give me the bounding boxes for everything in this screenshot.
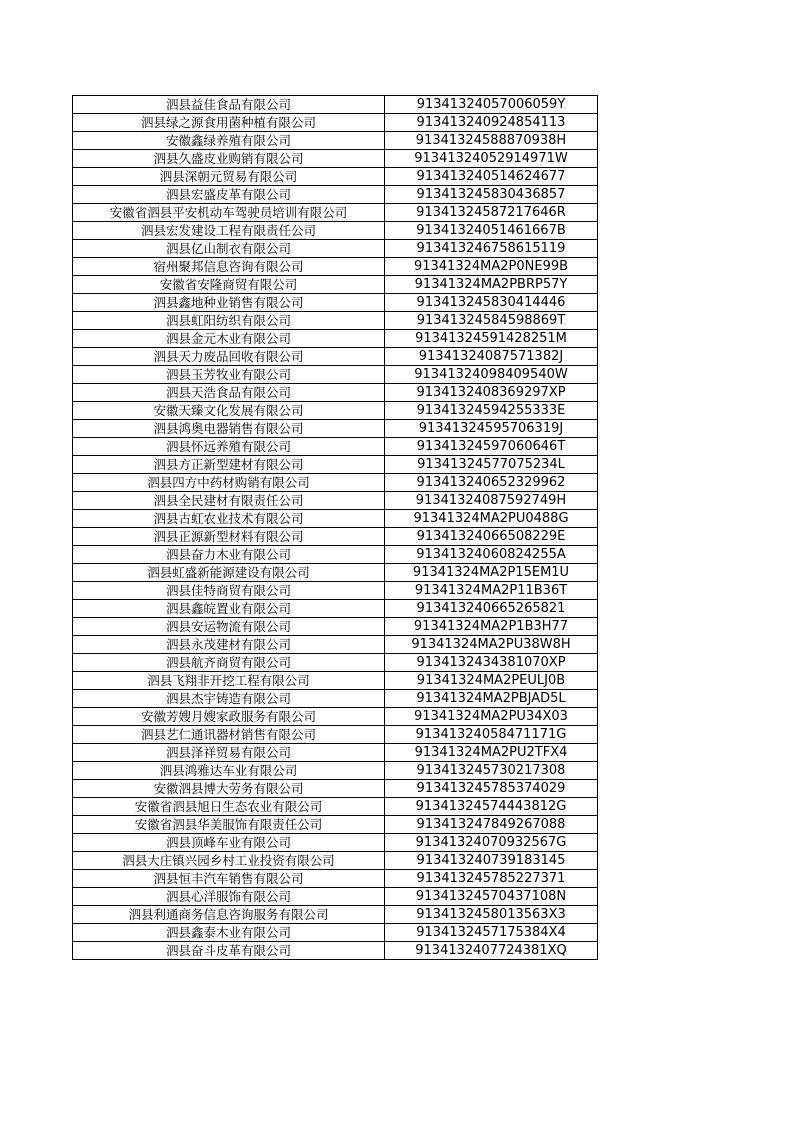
company-name-cell: 泗县奋斗皮革有限公司: [73, 942, 385, 960]
table-row: [73, 888, 598, 906]
table-row: [73, 690, 598, 708]
table-row: [73, 474, 598, 492]
credit-code-cell: 913413247849267088: [385, 816, 598, 834]
company-name-cell: 泗县鑫地种业销售有限公司: [73, 294, 385, 312]
company-name-cell: 安徽省泗县平安机动车驾驶员培训有限公司: [73, 204, 385, 222]
credit-code-cell: 91341324594255333E: [385, 402, 598, 420]
table-row: [73, 852, 598, 870]
table-row: [73, 294, 598, 312]
company-name-cell: 泗县怀远养殖有限公司: [73, 438, 385, 456]
table-row: [73, 150, 598, 168]
credit-code-cell: 91341324051461667B: [385, 222, 598, 240]
credit-code-cell: 913413245785227371: [385, 870, 598, 888]
company-name-cell: 泗县奋力木业有限公司: [73, 546, 385, 564]
table-row: [73, 600, 598, 618]
credit-code-cell: 91341324597060646T: [385, 438, 598, 456]
table-row: [73, 222, 598, 240]
credit-code-cell: 91341324087592749H: [385, 492, 598, 510]
table-row: [73, 456, 598, 474]
table-row: [73, 528, 598, 546]
company-name-cell: 泗县佳特商贸有限公司: [73, 582, 385, 600]
company-name-cell: 泗县宏盛皮革有限公司: [73, 186, 385, 204]
company-name-cell: 泗县古虹农业技术有限公司: [73, 510, 385, 528]
table-row: [73, 744, 598, 762]
table-row: [73, 870, 598, 888]
credit-code-cell: 91341324MA2PU38W8H: [385, 636, 598, 654]
company-name-cell: 泗县永茂建材有限公司: [73, 636, 385, 654]
credit-code-cell: 91341324MA2P11B36T: [385, 582, 598, 600]
table-row: [73, 186, 598, 204]
credit-code-cell: 91341324MA2PBJAD5L: [385, 690, 598, 708]
credit-code-cell: 91341324MA2P1B3H77: [385, 618, 598, 636]
table-row: [73, 798, 598, 816]
credit-code-cell: 9134132407724381XQ: [385, 942, 598, 960]
credit-code-cell: 9134132458013563X3: [385, 906, 598, 924]
company-name-cell: 安徽鑫绿养殖有限公司: [73, 132, 385, 150]
company-name-cell: 安徽省泗县华美服饰有限责任公司: [73, 816, 385, 834]
table-row: [73, 906, 598, 924]
company-name-cell: 泗县航齐商贸有限公司: [73, 654, 385, 672]
credit-code-cell: 91341324087571382J: [385, 348, 598, 366]
company-name-cell: 安徽天臻文化发展有限公司: [73, 402, 385, 420]
company-name-cell: 泗县天浩食品有限公司: [73, 384, 385, 402]
company-name-cell: 泗县四方中药材购销有限公司: [73, 474, 385, 492]
table-row: [73, 564, 598, 582]
company-name-cell: 泗县大庄镇兴园乡村工业投资有限公司: [73, 852, 385, 870]
company-name-cell: 泗县恒丰汽车销售有限公司: [73, 870, 385, 888]
table-row: [73, 258, 598, 276]
table-row: [73, 618, 598, 636]
company-name-cell: 泗县宏发建设工程有限责任公司: [73, 222, 385, 240]
company-table: [72, 95, 598, 960]
credit-code-cell: 913413245830414446: [385, 294, 598, 312]
company-name-cell: 泗县鑫泰木业有限公司: [73, 924, 385, 942]
credit-code-cell: 91341324066508229E: [385, 528, 598, 546]
company-name-cell: 泗县利通商务信息咨询服务有限公司: [73, 906, 385, 924]
table-row: [73, 438, 598, 456]
table-row: [73, 708, 598, 726]
table-row: [73, 510, 598, 528]
table-row: [73, 312, 598, 330]
credit-code-cell: 91341324584598869T: [385, 312, 598, 330]
credit-code-cell: 91341324057006059Y: [385, 96, 598, 114]
table-row: [73, 654, 598, 672]
credit-code-cell: 9134132408369297XP: [385, 384, 598, 402]
table-row: [73, 726, 598, 744]
credit-code-cell: 913413245785374029: [385, 780, 598, 798]
credit-code-cell: 91341324MA2PEULJ0B: [385, 672, 598, 690]
table-row: [73, 834, 598, 852]
company-name-cell: 泗县虹阳纺织有限公司: [73, 312, 385, 330]
company-name-cell: 泗县心洋服饰有限公司: [73, 888, 385, 906]
credit-code-cell: 91341324595706319J: [385, 420, 598, 438]
table-row: [73, 240, 598, 258]
table-row: [73, 348, 598, 366]
company-name-cell: 泗县虹盛新能源建设有限公司: [73, 564, 385, 582]
credit-code-cell: 91341324MA2PBRP57Y: [385, 276, 598, 294]
credit-code-cell: 91341324060824255A: [385, 546, 598, 564]
company-name-cell: 泗县金元木业有限公司: [73, 330, 385, 348]
table-row: [73, 780, 598, 798]
credit-code-cell: 913413240665265821: [385, 600, 598, 618]
table-row: [73, 330, 598, 348]
credit-code-cell: 9134132457175384X4: [385, 924, 598, 942]
table-row: [73, 420, 598, 438]
table-row: [73, 366, 598, 384]
credit-code-cell: 91341324591428251M: [385, 330, 598, 348]
credit-code-cell: 91341324570437108N: [385, 888, 598, 906]
company-name-cell: 泗县益佳食品有限公司: [73, 96, 385, 114]
table-row: [73, 672, 598, 690]
company-name-cell: 泗县鸿奥电器销售有限公司: [73, 420, 385, 438]
company-name-cell: 泗县鑫皖置业有限公司: [73, 600, 385, 618]
company-name-cell: 泗县全民建材有限责任公司: [73, 492, 385, 510]
table-row: [73, 276, 598, 294]
credit-code-cell: 913413246758615119: [385, 240, 598, 258]
table-row: [73, 492, 598, 510]
company-name-cell: 泗县杰宇铸造有限公司: [73, 690, 385, 708]
table-row: [73, 546, 598, 564]
table-row: [73, 924, 598, 942]
credit-code-cell: 913413240652329962: [385, 474, 598, 492]
company-name-cell: 泗县久盛皮业购销有限公司: [73, 150, 385, 168]
company-name-cell: 安徽芳嫂月嫂家政服务有限公司: [73, 708, 385, 726]
company-name-cell: 泗县亿山制衣有限公司: [73, 240, 385, 258]
company-name-cell: 安徽省泗县旭日生态农业有限公司: [73, 798, 385, 816]
table-row: [73, 762, 598, 780]
credit-code-cell: 91341324MA2P15EM1U: [385, 564, 598, 582]
credit-code-cell: 91341324577075234L: [385, 456, 598, 474]
credit-code-cell: 91341324588870938H: [385, 132, 598, 150]
company-table-body: [73, 96, 598, 960]
credit-code-cell: 91341324052914971W: [385, 150, 598, 168]
company-name-cell: 泗县泽祥贸易有限公司: [73, 744, 385, 762]
credit-code-cell: 91341324574443812G: [385, 798, 598, 816]
table-row: [73, 384, 598, 402]
table-row: [73, 168, 598, 186]
credit-code-cell: 91341324MA2PU34X03: [385, 708, 598, 726]
credit-code-cell: 91341324058471171G: [385, 726, 598, 744]
company-name-cell: 泗县安运物流有限公司: [73, 618, 385, 636]
credit-code-cell: 9134132434381070XP: [385, 654, 598, 672]
credit-code-cell: 91341324070932567G: [385, 834, 598, 852]
company-name-cell: 泗县艺仁通讯器材销售有限公司: [73, 726, 385, 744]
company-name-cell: 安徽泗县博大劳务有限公司: [73, 780, 385, 798]
credit-code-cell: 913413240514624677: [385, 168, 598, 186]
table-row: [73, 204, 598, 222]
company-name-cell: 泗县玉芳牧业有限公司: [73, 366, 385, 384]
company-name-cell: 安徽省安隆商贸有限公司: [73, 276, 385, 294]
credit-code-cell: 913413240739183145: [385, 852, 598, 870]
company-name-cell: 宿州聚邦信息咨询有限公司: [73, 258, 385, 276]
credit-code-cell: 913413245830436857: [385, 186, 598, 204]
company-name-cell: 泗县鸿雅达车业有限公司: [73, 762, 385, 780]
credit-code-cell: 91341324098409540W: [385, 366, 598, 384]
credit-code-cell: 91341324MA2PU0488G: [385, 510, 598, 528]
company-name-cell: 泗县深朝元贸易有限公司: [73, 168, 385, 186]
company-name-cell: 泗县顶峰车业有限公司: [73, 834, 385, 852]
company-name-cell: 泗县方正新型建材有限公司: [73, 456, 385, 474]
table-row: [73, 132, 598, 150]
table-row: [73, 942, 598, 960]
credit-code-cell: 91341324587217646R: [385, 204, 598, 222]
company-name-cell: 泗县绿之源食用菌种植有限公司: [73, 114, 385, 132]
company-name-cell: 泗县正源新型材料有限公司: [73, 528, 385, 546]
table-row: [73, 96, 598, 114]
table-row: [73, 636, 598, 654]
credit-code-cell: 913413240924854113: [385, 114, 598, 132]
table-row: [73, 816, 598, 834]
table-row: [73, 402, 598, 420]
credit-code-cell: 91341324MA2P0NE99B: [385, 258, 598, 276]
table-row: [73, 582, 598, 600]
credit-code-cell: 913413245730217308: [385, 762, 598, 780]
table-row: [73, 114, 598, 132]
company-name-cell: 泗县天力废品回收有限公司: [73, 348, 385, 366]
credit-code-cell: 91341324MA2PU2TFX4: [385, 744, 598, 762]
company-name-cell: 泗县飞翔非开挖工程有限公司: [73, 672, 385, 690]
